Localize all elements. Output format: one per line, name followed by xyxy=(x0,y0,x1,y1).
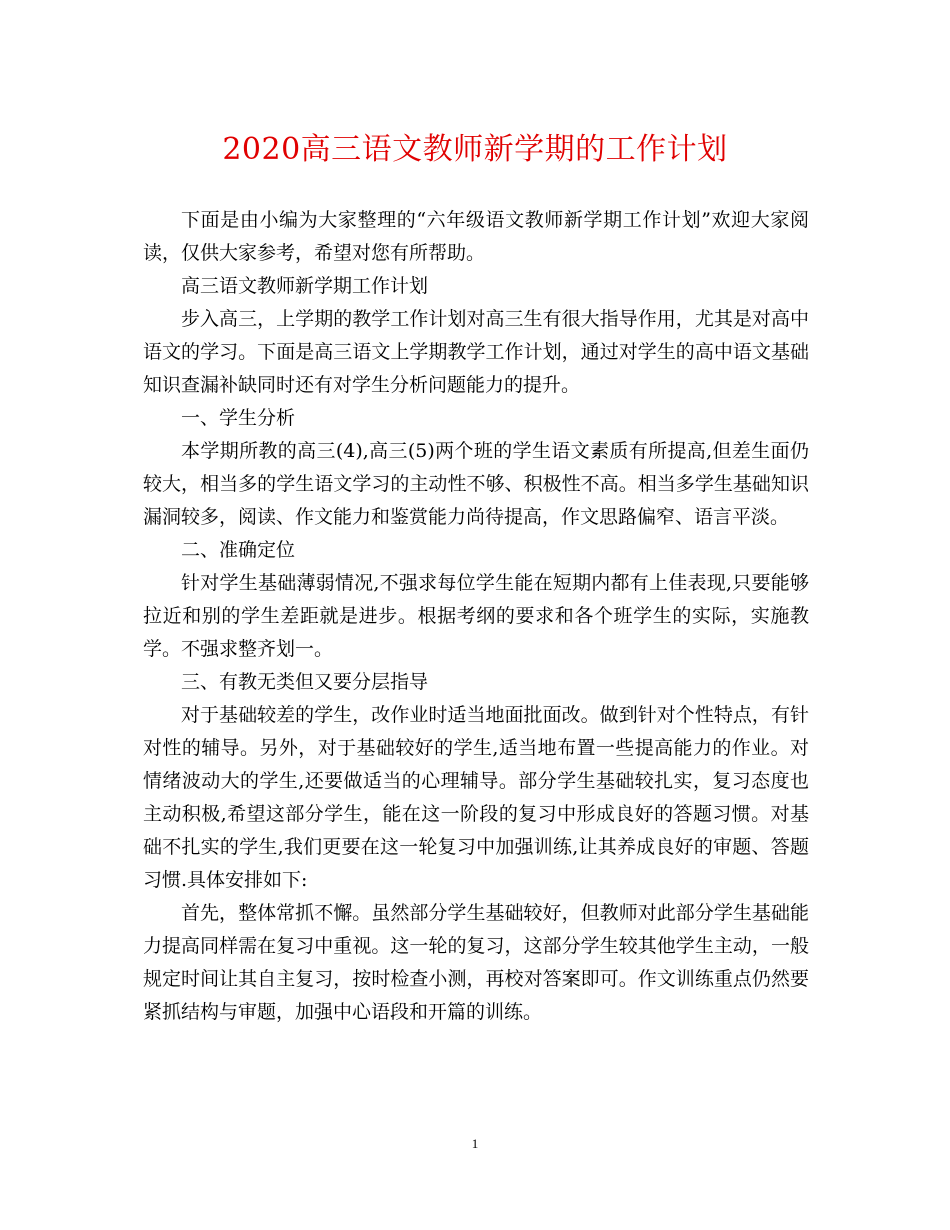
student-analysis-paragraph: 本学期所教的高三(4),高三(5)两个班的学生语文素质有所提高,但差生面仍较大，相当多的学生语文学习的主动性不够、积极性不高。相当多学生基础知识漏洞较多，阅读、作文能力和鉴赏能力尚待提高，作文思路偏窄、语言平淡。 xyxy=(143,440,809,528)
first-step-paragraph: 首先，整体常抓不懈。虽然部分学生基础较好，但教师对此部分学生基础能力提高同样需在复习中重视。这一轮的复习，这部分学生较其他学生主动，一般规定时间让其自主复习，按时检查小测，再校对答案即可。作文训练重点仍然要紧抓结构与审题，加强中心语段和开篇的训练。 xyxy=(143,902,809,1023)
overview-paragraph: 步入高三，上学期的教学工作计划对高三生有很大指导作用，尤其是对高中语文的学习。下面是高三语文上学期教学工作计划，通过对学生的高中语文基础知识查漏补缺同时还有对学生分析问题能力的提升。 xyxy=(143,308,809,396)
document-title: 2020高三语文教师新学期的工作计划 xyxy=(222,132,728,167)
intro-paragraph: 下面是由小编为大家整理的“六年级语文教师新学期工作计划”欢迎大家阅读，仅供大家参考，希望对您有所帮助。 xyxy=(143,209,809,264)
positioning-paragraph: 针对学生基础薄弱情况,不强求每位学生能在短期内都有上佳表现,只要能够拉近和别的学生差距就是进步。根据考纲的要求和各个班学生的实际，实施教学。不强求整齐划一。 xyxy=(143,572,809,660)
layered-guidance-paragraph: 对于基础较差的学生，改作业时适当地面批面改。做到针对个性特点，有针对性的辅导。另外，对于基础较好的学生,适当地布置一些提高能力的作业。对情绪波动大的学生,还要做适当的心理辅导。部分学生基础较扎实，复习态度也主动积极,希望这部分学生，能在这一阶段的复习中形成良好的答题习惯。对基础不扎实的学生,我们更要在这一轮复习中加强训练,让其养成良好的审题、答题习惯.具体安排如下: xyxy=(143,704,809,891)
section-heading-student-analysis: 一、学生分析 xyxy=(181,407,296,429)
section-heading-layered-guidance: 三、有教无类但又要分层指导 xyxy=(181,671,429,693)
document-body xyxy=(143,204,809,1029)
subtitle-paragraph: 高三语文教师新学期工作计划 xyxy=(181,275,429,297)
section-heading-positioning: 二、准确定位 xyxy=(181,539,296,561)
page-number: 1 xyxy=(471,1136,479,1151)
